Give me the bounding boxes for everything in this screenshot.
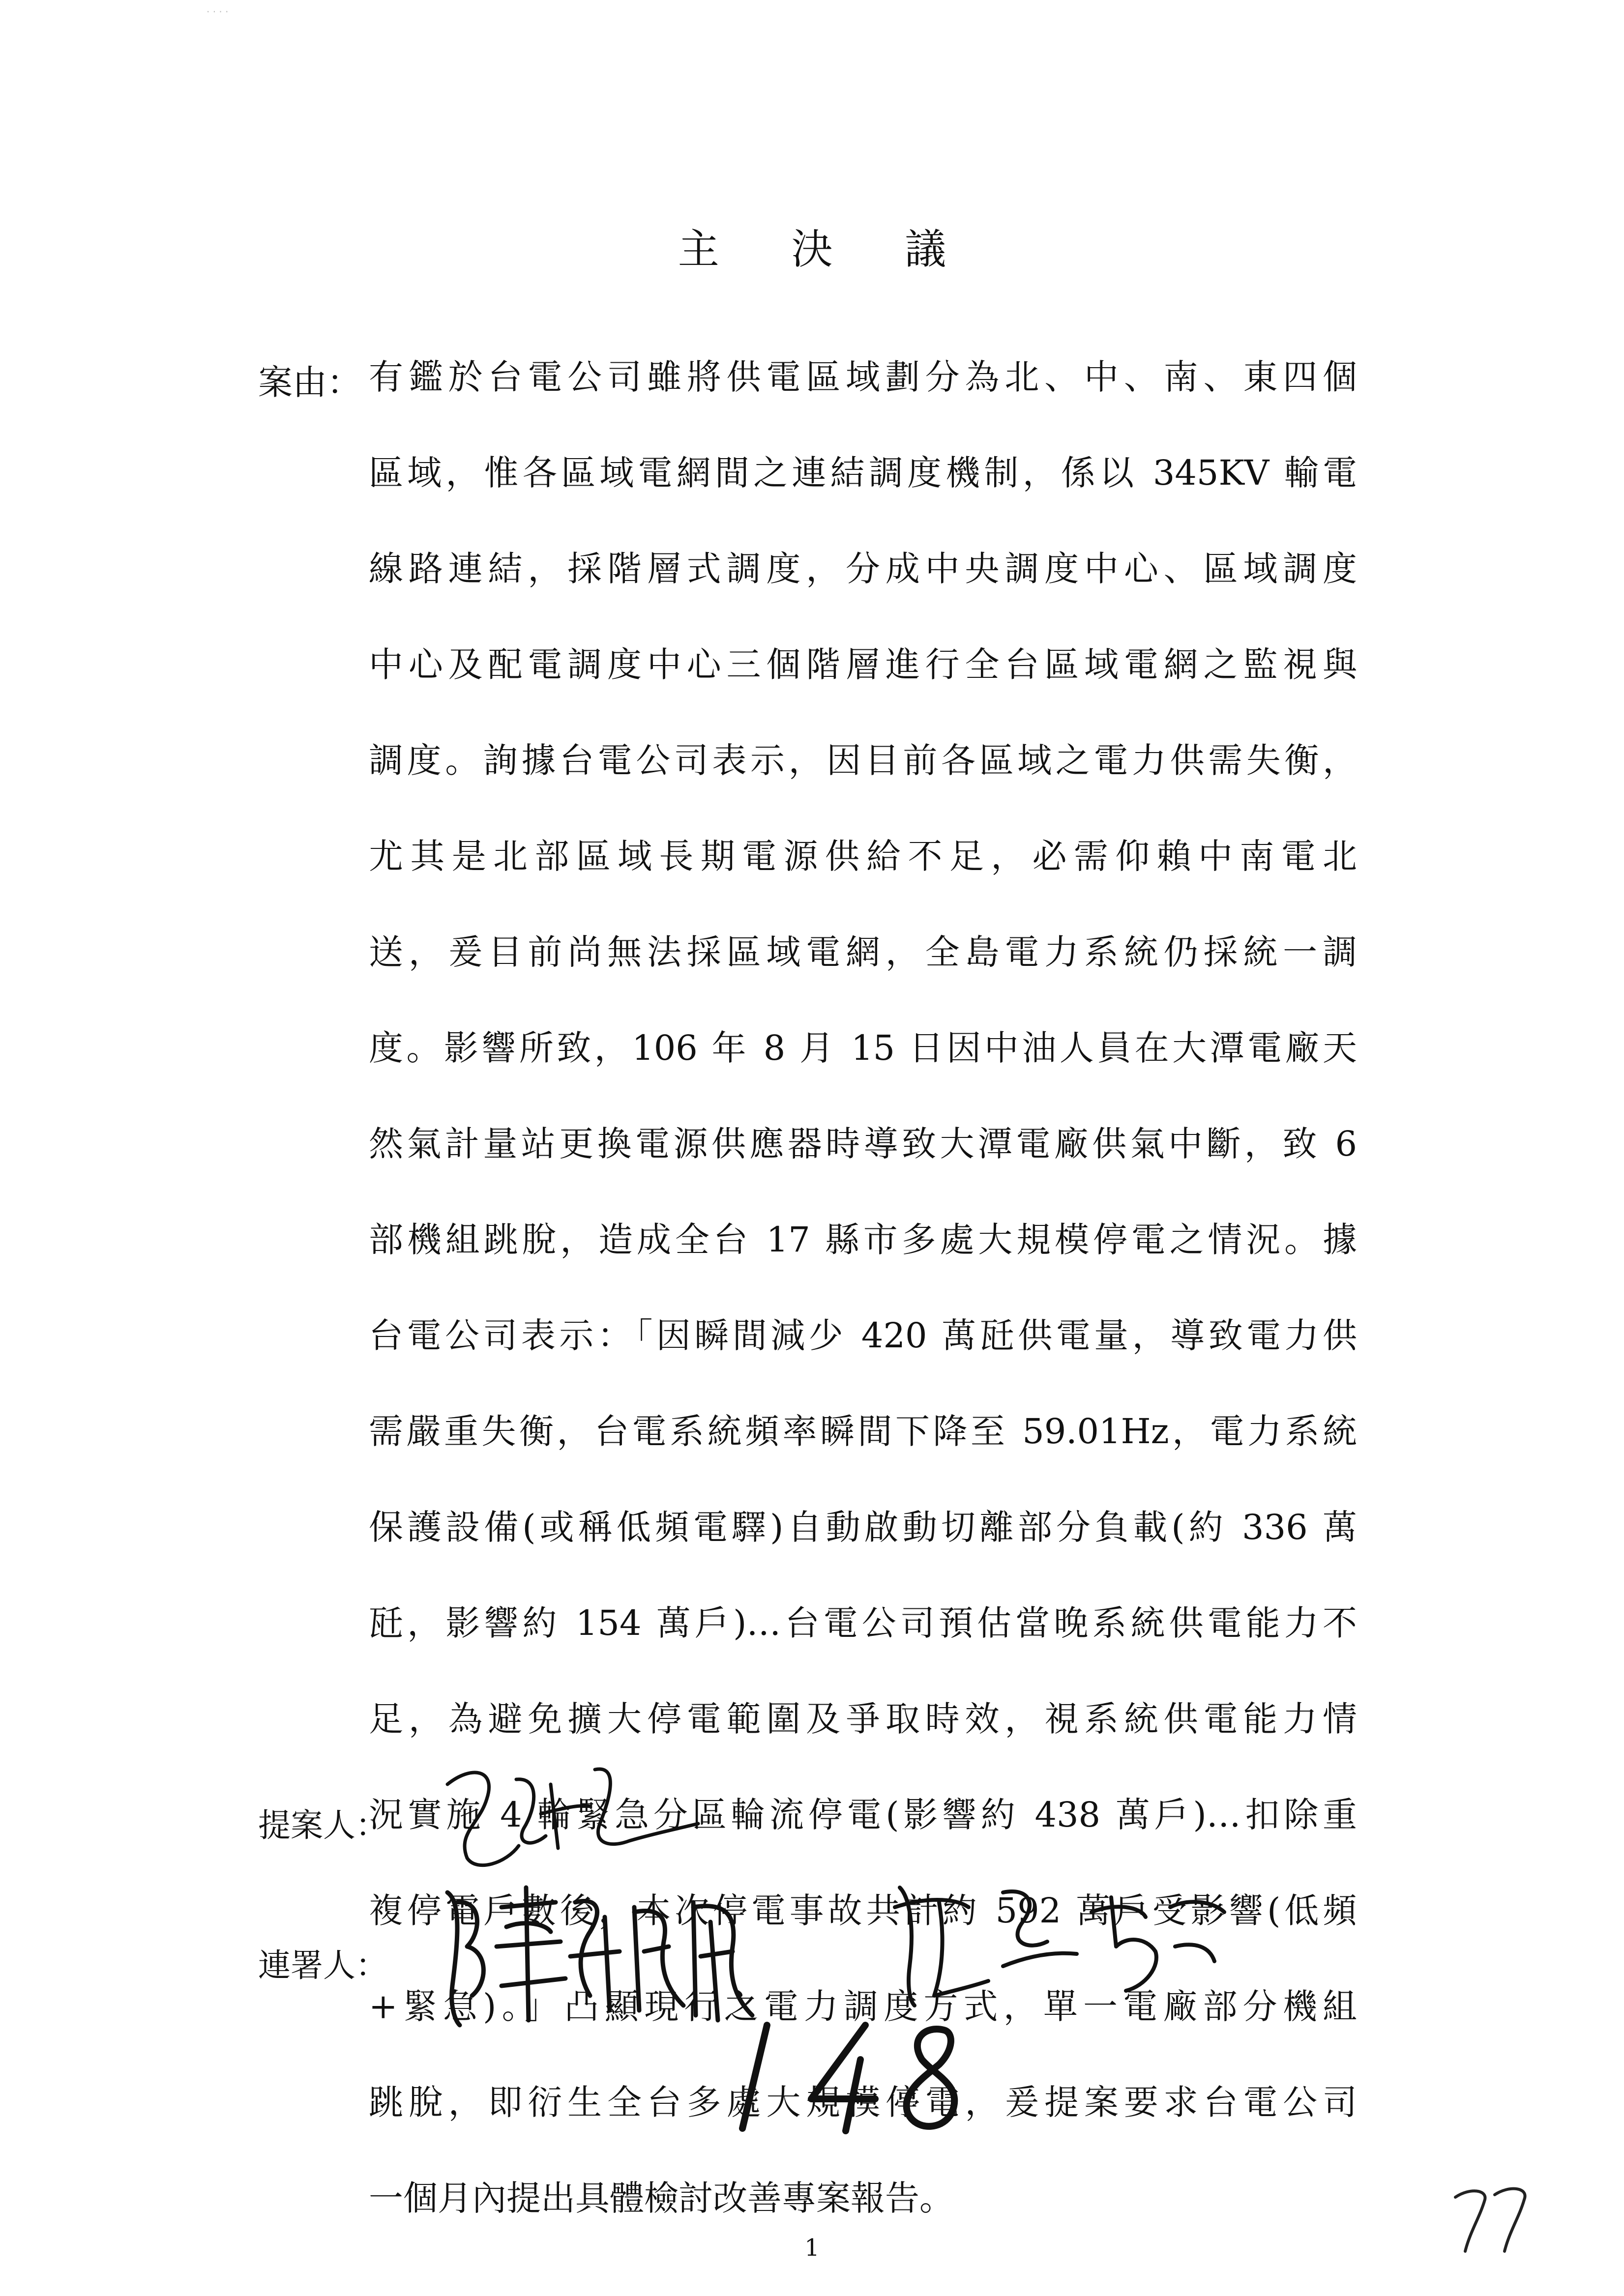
case-line: 有鑑於台電公司雖將供電區域劃分為北、中、南、東四個 <box>369 357 1357 397</box>
cosigner-label: 連署人： <box>258 1947 388 1984</box>
case-line: 尤其是北部區域長期電源供給不足，必需仰賴中南電北 <box>369 836 1357 876</box>
cosigner-signature-2 <box>880 1868 1234 2015</box>
case-line: 中心及配電調度中心三個階層進行全台區域電網之監視與 <box>369 644 1357 685</box>
proposer-label: 提案人： <box>258 1806 388 1844</box>
scan-artifact: · · · · <box>207 6 229 18</box>
case-label: 案由： <box>258 362 361 403</box>
handwritten-number <box>728 2010 983 2143</box>
case-line: 需嚴重失衡，台電系統頻率瞬間下降至 59.01Hz，電力系統 <box>369 1411 1357 1452</box>
case-line: 瓩，影響約 154 萬戶)…台電公司預估當晚系統供電能力不 <box>369 1603 1357 1643</box>
case-line: 複停電戶數後，本次停電事故共計約 592 萬戶受影響(低頻 <box>369 1890 1357 1931</box>
case-line: +緊急)。」凸顯現行之電力調度方式，單一電廠部分機組 <box>369 1986 1357 2027</box>
case-line: 一個月內提出具體檢討改善專案報告。 <box>369 2178 954 2218</box>
case-line: 度。影響所致，106 年 8 月 15 日因中油人員在大潭電廠天 <box>369 1028 1357 1068</box>
case-line: 然氣計量站更換電源供應器時導致大潭電廠供氣中斷，致 6 <box>369 1124 1357 1164</box>
page-number: 1 <box>804 2234 820 2262</box>
case-line: 部機組跳脫，造成全台 17 縣市多處大規模停電之情況。據 <box>369 1220 1357 1260</box>
case-line: 跳脫，即衍生全台多處大規模停電，爰提案要求台電公司 <box>369 2082 1357 2122</box>
proposer-signature <box>433 1750 708 1888</box>
case-line: 區域，惟各區域電網間之連結調度機制，係以 345KV 輸電 <box>369 453 1357 493</box>
case-line: 調度。詢據台電公司表示，因目前各區域之電力供需失衡， <box>369 740 1357 781</box>
case-line: 足，為避免擴大停電範圍及爭取時效，視系統供電能力情 <box>369 1699 1357 1739</box>
case-line: 保護設備(或稱低頻電驛)自動啟動切離部分負載(約 336 萬 <box>369 1507 1357 1547</box>
page-title: 主 決 議 <box>678 225 976 273</box>
case-line: 台電公司表示：「因瞬間減少 420 萬瓩供電量，導致電力供 <box>369 1315 1357 1356</box>
case-line: 線路連結，採階層式調度，分成中央調度中心、區域調度 <box>369 549 1357 589</box>
case-line: 送，爰目前尚無法採區域電網，全島電力系統仍採統一調 <box>369 932 1357 972</box>
case-line: 況實施 4 輪緊急分區輪流停電(影響約 438 萬戶)…扣除重 <box>369 1795 1357 1835</box>
